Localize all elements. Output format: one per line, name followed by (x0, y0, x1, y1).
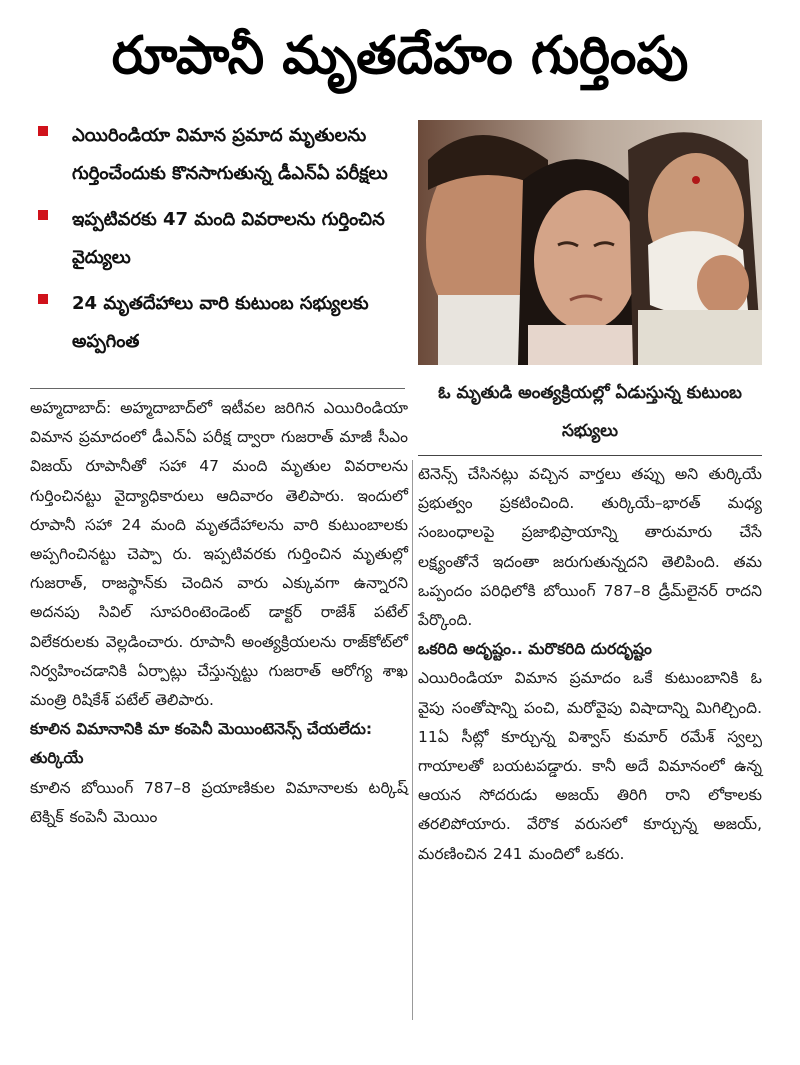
column-divider (412, 460, 413, 1020)
mourners-photo-illustration (418, 120, 762, 365)
highlight-text: 24 మృతదేహాలు వారి కుటుంబ సభ్యులకు అప్పగింత (72, 293, 369, 352)
article-paragraph: కూలిన బోయింగ్‌ 787–8 ప్రయాణికుల విమానాలకు టర్కిష్‌ టెక్నిక్‌ కంపెనీ మెయిం (30, 778, 408, 826)
highlight-text: ఎయిరిండియా విమాన ప్రమాద మృతులను గుర్తించేందుకు కొనసాగుతున్న డీఎన్‌ఏ పరీక్షలు (72, 125, 388, 184)
highlight-item (30, 201, 405, 277)
highlights-list (30, 117, 405, 369)
article-paragraph: టెనెన్స్‌ చేసినట్లు వచ్చిన వార్తలు తప్పు అని తుర్కియే ప్రభుత్వం ప్రకటించింది. తుర్కియే–భారత్‌ మధ్య సంబంధాలపై ప్రజాభిప్రాయాన్ని తారుమారు చేసే లక్ష్యంతోనే ఇదంతా జరుగుతున్నదని తెలిపింది. తమ ఒప్పందం పరిధిలోకి బోయింగ్‌ 787–8 డ్రీమ్‌లైనర్‌ రాదని పేర్కొంది. (418, 465, 762, 630)
article-column-left (30, 394, 408, 832)
news-photo (418, 120, 762, 365)
highlight-text: ఇప్పటివరకు 47 మంది వివరాలను గుర్తించిన వైద్యులు (72, 209, 385, 268)
article-subheading: ఒకరిది అదృష్టం.. మరొకరిది దురదృష్టం (418, 640, 652, 659)
photo-caption: ఓ మృతుడి అంత్యక్రియల్లో ఏడుస్తున్న కుటుంబ సభ్యులు (418, 368, 762, 456)
red-square-bullet-icon (38, 294, 48, 304)
article-column-right (418, 460, 762, 869)
section-divider (30, 388, 405, 389)
highlight-item (30, 117, 405, 193)
highlight-item (30, 285, 405, 361)
headline: రూపానీ మృతదేహం గుర్తింపు (111, 26, 689, 86)
article-subheading: కూలిన విమానానికి మా కంపెనీ మెయింటెనెన్స్‌ చేయలేదు: తుర్కియే (30, 720, 373, 768)
red-square-bullet-icon (38, 210, 48, 220)
article-paragraph: ఎయిరిండియా విమాన ప్రమాదం ఒకే కుటుంబానికి ఓ వైపు సంతోషాన్ని పంచి, మరోవైపు విషాదాన్ని మిగిల్చింది. 11ఏ సీట్లో కూర్చున్న విశ్వాస్‌ కుమార్‌ రమేశ్‌ స్వల్ప గాయాలతో బయటపడ్డారు. కానీ అదే విమానంలో ఉన్న ఆయన సోదరుడు అజయ్‌ తిరిగి రాని లోకాలకు తరలిపోయారు. వేరొక వరుసలో కూర్చున్న అజయ్‌, మరణించిన 241 మందిలో ఒకరు. (418, 669, 762, 863)
article-paragraph: అహ్మదాబాద్‌: అహ్మదాబాద్‌లో ఇటీవల జరిగిన ఎయిరిండియా విమాన ప్రమాదంలో డీఎన్‌ఏ పరీక్ష ద్వారా గుజరాత్‌ మాజీ సీఎం విజయ్‌ రూపానీతో సహా 47 మంది మృతుల వివరాలను గుర్తించినట్టు వైద్యాధికారులు ఆదివారం తెలిపారు. ఇందులో రూపానీ సహా 24 మంది మృతదేహాలను వారి కుటుంబాలకు అప్పగించినట్టు చెప్పా రు. ఇప్పటివరకు గుర్తించిన మృతుల్లో గుజరాత్‌, రాజస్థాన్‌కు చెందిన వారు ఎక్కువగా ఉన్నారని అదనపు సివిల్‌ సూపరింటెండెంట్‌ డాక్టర్‌ రాజేశ్‌ పటేల్‌ విలేకరులకు వెల్లడించారు. రూపానీ అంత్యక్రియలను రాజ్‌కోట్‌లో నిర్వహించడానికి ఏర్పాట్లు చేస్తున్నట్టు గుజరాత్‌ ఆరోగ్య శాఖ మంత్రి రిషికేశ్‌ పటేల్‌ తెలిపారు. (30, 399, 408, 710)
red-square-bullet-icon (38, 126, 48, 136)
